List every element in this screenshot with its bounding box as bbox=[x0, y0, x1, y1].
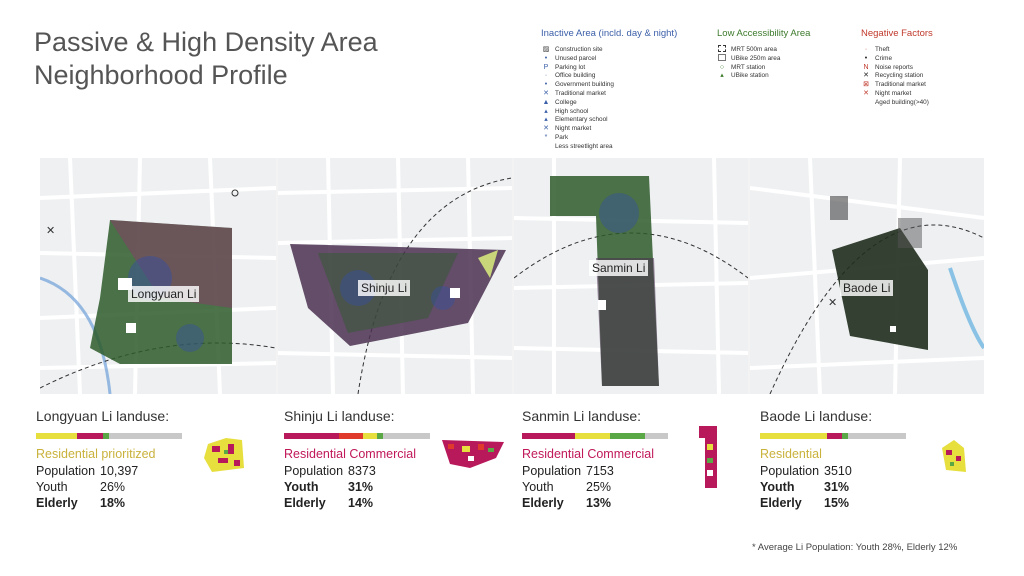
elderly-value: 18% bbox=[100, 496, 126, 510]
cross-icon: ✕ bbox=[863, 89, 869, 97]
landuse-title: Sanmin Li landuse: bbox=[522, 408, 642, 424]
landuse-title: Baode Li landuse: bbox=[760, 408, 873, 424]
triangle-icon: ▴ bbox=[720, 72, 724, 80]
legend-item: Aged building(>40) bbox=[875, 98, 929, 106]
landuse-bar-segment bbox=[575, 433, 610, 439]
youth-label: Youth bbox=[760, 480, 795, 494]
elderly-row bbox=[36, 495, 266, 511]
hatch-icon: ▨ bbox=[542, 46, 550, 53]
youth-row bbox=[36, 479, 266, 495]
svg-text:✕: ✕ bbox=[828, 297, 838, 309]
legend-item: ✕ Traditional market bbox=[541, 90, 677, 99]
elderly-row bbox=[760, 495, 990, 511]
landuse-bar-segment bbox=[109, 433, 182, 439]
legend-item: ▴ High school bbox=[541, 108, 677, 117]
noise-icon: N bbox=[863, 63, 869, 71]
legend-item: ▴ UBike station bbox=[717, 72, 810, 81]
map-label-sanmin: Sanmin Li bbox=[589, 260, 648, 276]
legend-inactive-heading: Inactive Area (incld. day & night) bbox=[541, 28, 678, 39]
map-baode bbox=[750, 158, 984, 394]
landuse-bar-segment bbox=[760, 433, 827, 439]
circle-icon: ○ bbox=[719, 63, 725, 71]
elderly-value: 14% bbox=[348, 496, 374, 510]
elderly-label: Elderly bbox=[36, 496, 78, 510]
population-label: Population bbox=[36, 464, 96, 478]
dot-icon: · bbox=[864, 46, 868, 53]
legend-item: • Government building bbox=[541, 81, 677, 90]
legend-item: ✕ Night market bbox=[541, 125, 677, 134]
elderly-row bbox=[522, 495, 752, 511]
landuse-bar-segment bbox=[339, 433, 362, 439]
legend-item: ▨ Construction site bbox=[542, 46, 603, 53]
landuse-bar bbox=[284, 433, 430, 439]
population-value: 3510 bbox=[824, 464, 852, 478]
legend-negative-heading: Negative Factors bbox=[861, 28, 933, 39]
youth-row bbox=[760, 479, 990, 495]
legend-item: ▴ Elementary school bbox=[541, 116, 677, 125]
landuse-bar-segment bbox=[848, 433, 906, 439]
parking-icon: P bbox=[543, 63, 549, 71]
map-longyuan-svg bbox=[40, 158, 276, 394]
legend-item: · Theft bbox=[861, 46, 933, 55]
youth-row bbox=[284, 479, 514, 495]
legend-item: ▲ College bbox=[542, 98, 577, 106]
population-label: Population bbox=[522, 464, 582, 478]
population-label: Population bbox=[760, 464, 820, 478]
map-label-baode: Baode Li bbox=[840, 280, 893, 296]
legend-item: UBike 250m area bbox=[717, 55, 810, 64]
small-triangle-icon: ▴ bbox=[544, 116, 548, 124]
elderly-value: 15% bbox=[824, 496, 850, 510]
dot-icon: • bbox=[864, 54, 868, 62]
youth-label: Youth bbox=[284, 480, 319, 494]
population-value: 10,397 bbox=[100, 464, 139, 478]
landuse-category: Residential prioritized bbox=[36, 447, 156, 461]
legend-item: ⊠ Traditional market bbox=[861, 81, 933, 90]
svg-text:✕: ✕ bbox=[46, 225, 56, 237]
landuse-bar-segment bbox=[645, 433, 668, 439]
legend-item: ○ MRT station bbox=[717, 64, 810, 73]
youth-value: 25% bbox=[586, 480, 612, 494]
landuse-bar-segment bbox=[610, 433, 645, 439]
population-label: Population bbox=[284, 464, 344, 478]
legend-item: Less streetlight area bbox=[555, 142, 613, 150]
mini-landuse-map-sanmin bbox=[697, 424, 721, 490]
landuse-title: Shinju Li landuse: bbox=[284, 408, 395, 424]
map-sanmin-svg bbox=[514, 158, 748, 394]
map-label-longyuan: Longyuan Li bbox=[128, 286, 199, 302]
mini-landuse-map-shinju bbox=[440, 436, 506, 470]
mini-landuse-map-longyuan bbox=[202, 434, 248, 474]
landuse-bar-segment bbox=[363, 433, 378, 439]
legend-item: • Unused parcel bbox=[541, 55, 677, 64]
map-longyuan bbox=[40, 158, 276, 394]
legend-item: • Crime bbox=[861, 55, 933, 64]
landuse-bar-segment bbox=[383, 433, 430, 439]
legend-item: MRT 500m area bbox=[717, 46, 810, 55]
youth-value: 31% bbox=[824, 480, 850, 494]
landuse-title: Longyuan Li landuse: bbox=[36, 408, 170, 424]
park-icon: * bbox=[544, 133, 548, 141]
dot-icon: · bbox=[544, 72, 548, 80]
landuse-bar-segment bbox=[827, 433, 842, 439]
elderly-label: Elderly bbox=[522, 496, 564, 510]
landuse-bar bbox=[36, 433, 182, 439]
youth-label: Youth bbox=[36, 480, 68, 494]
title-line-2: Neighborhood Profile bbox=[34, 60, 288, 90]
footnote: * Average Li Population: Youth 28%, Elderly 12% bbox=[752, 542, 958, 553]
population-value: 8373 bbox=[348, 464, 376, 478]
map-shinju bbox=[278, 158, 512, 394]
map-strip bbox=[40, 158, 984, 394]
elderly-label: Elderly bbox=[284, 496, 326, 510]
title-line-1: Passive & High Density Area bbox=[34, 27, 378, 57]
landuse-category: Residential Commercial bbox=[284, 447, 416, 461]
legend-inactive-area bbox=[541, 28, 677, 152]
cross-icon: ✕ bbox=[863, 72, 869, 80]
elderly-value: 13% bbox=[586, 496, 612, 510]
landuse-bar bbox=[760, 433, 906, 439]
dot-icon: • bbox=[544, 81, 548, 89]
dot-icon: • bbox=[544, 54, 548, 62]
youth-value: 26% bbox=[100, 480, 126, 494]
elderly-label: Elderly bbox=[760, 496, 802, 510]
legend-item: ✕ Night market bbox=[861, 90, 933, 99]
landuse-bar-segment bbox=[77, 433, 103, 439]
cross-icon: ✕ bbox=[543, 89, 549, 97]
landuse-bar-segment bbox=[284, 433, 339, 439]
youth-label: Youth bbox=[522, 480, 554, 494]
triangle-icon: ▲ bbox=[542, 98, 550, 106]
legend-item: · Office building bbox=[541, 72, 677, 81]
landuse-bar-segment bbox=[522, 433, 575, 439]
legend-item: N Noise reports bbox=[861, 64, 933, 73]
legend-accessibility bbox=[717, 28, 810, 81]
landuse-bar bbox=[522, 433, 668, 439]
map-sanmin bbox=[514, 158, 748, 394]
small-triangle-icon: ▴ bbox=[544, 107, 548, 115]
youth-value: 31% bbox=[348, 480, 374, 494]
map-label-shinju: Shinju Li bbox=[358, 280, 410, 296]
elderly-row bbox=[284, 495, 514, 511]
legend-item: * Park bbox=[541, 134, 677, 143]
page-title bbox=[34, 26, 378, 92]
cross-icon: ✕ bbox=[543, 125, 549, 133]
landuse-category: Residential bbox=[760, 447, 822, 461]
landuse-category: Residential Commercial bbox=[522, 447, 654, 461]
population-value: 7153 bbox=[586, 464, 614, 478]
mini-landuse-map-baode bbox=[938, 438, 972, 476]
boxed-cross-icon: ⊠ bbox=[863, 81, 869, 89]
legend-item: P Parking lot bbox=[541, 64, 677, 73]
map-baode-svg bbox=[750, 158, 984, 394]
map-shinju-svg bbox=[278, 158, 512, 394]
legend-item: ✕ Recycling station bbox=[861, 72, 933, 81]
landuse-bar-segment bbox=[36, 433, 77, 439]
legend-accessibility-heading: Low Accessibility Area bbox=[717, 28, 811, 39]
legend-negative bbox=[861, 28, 933, 108]
